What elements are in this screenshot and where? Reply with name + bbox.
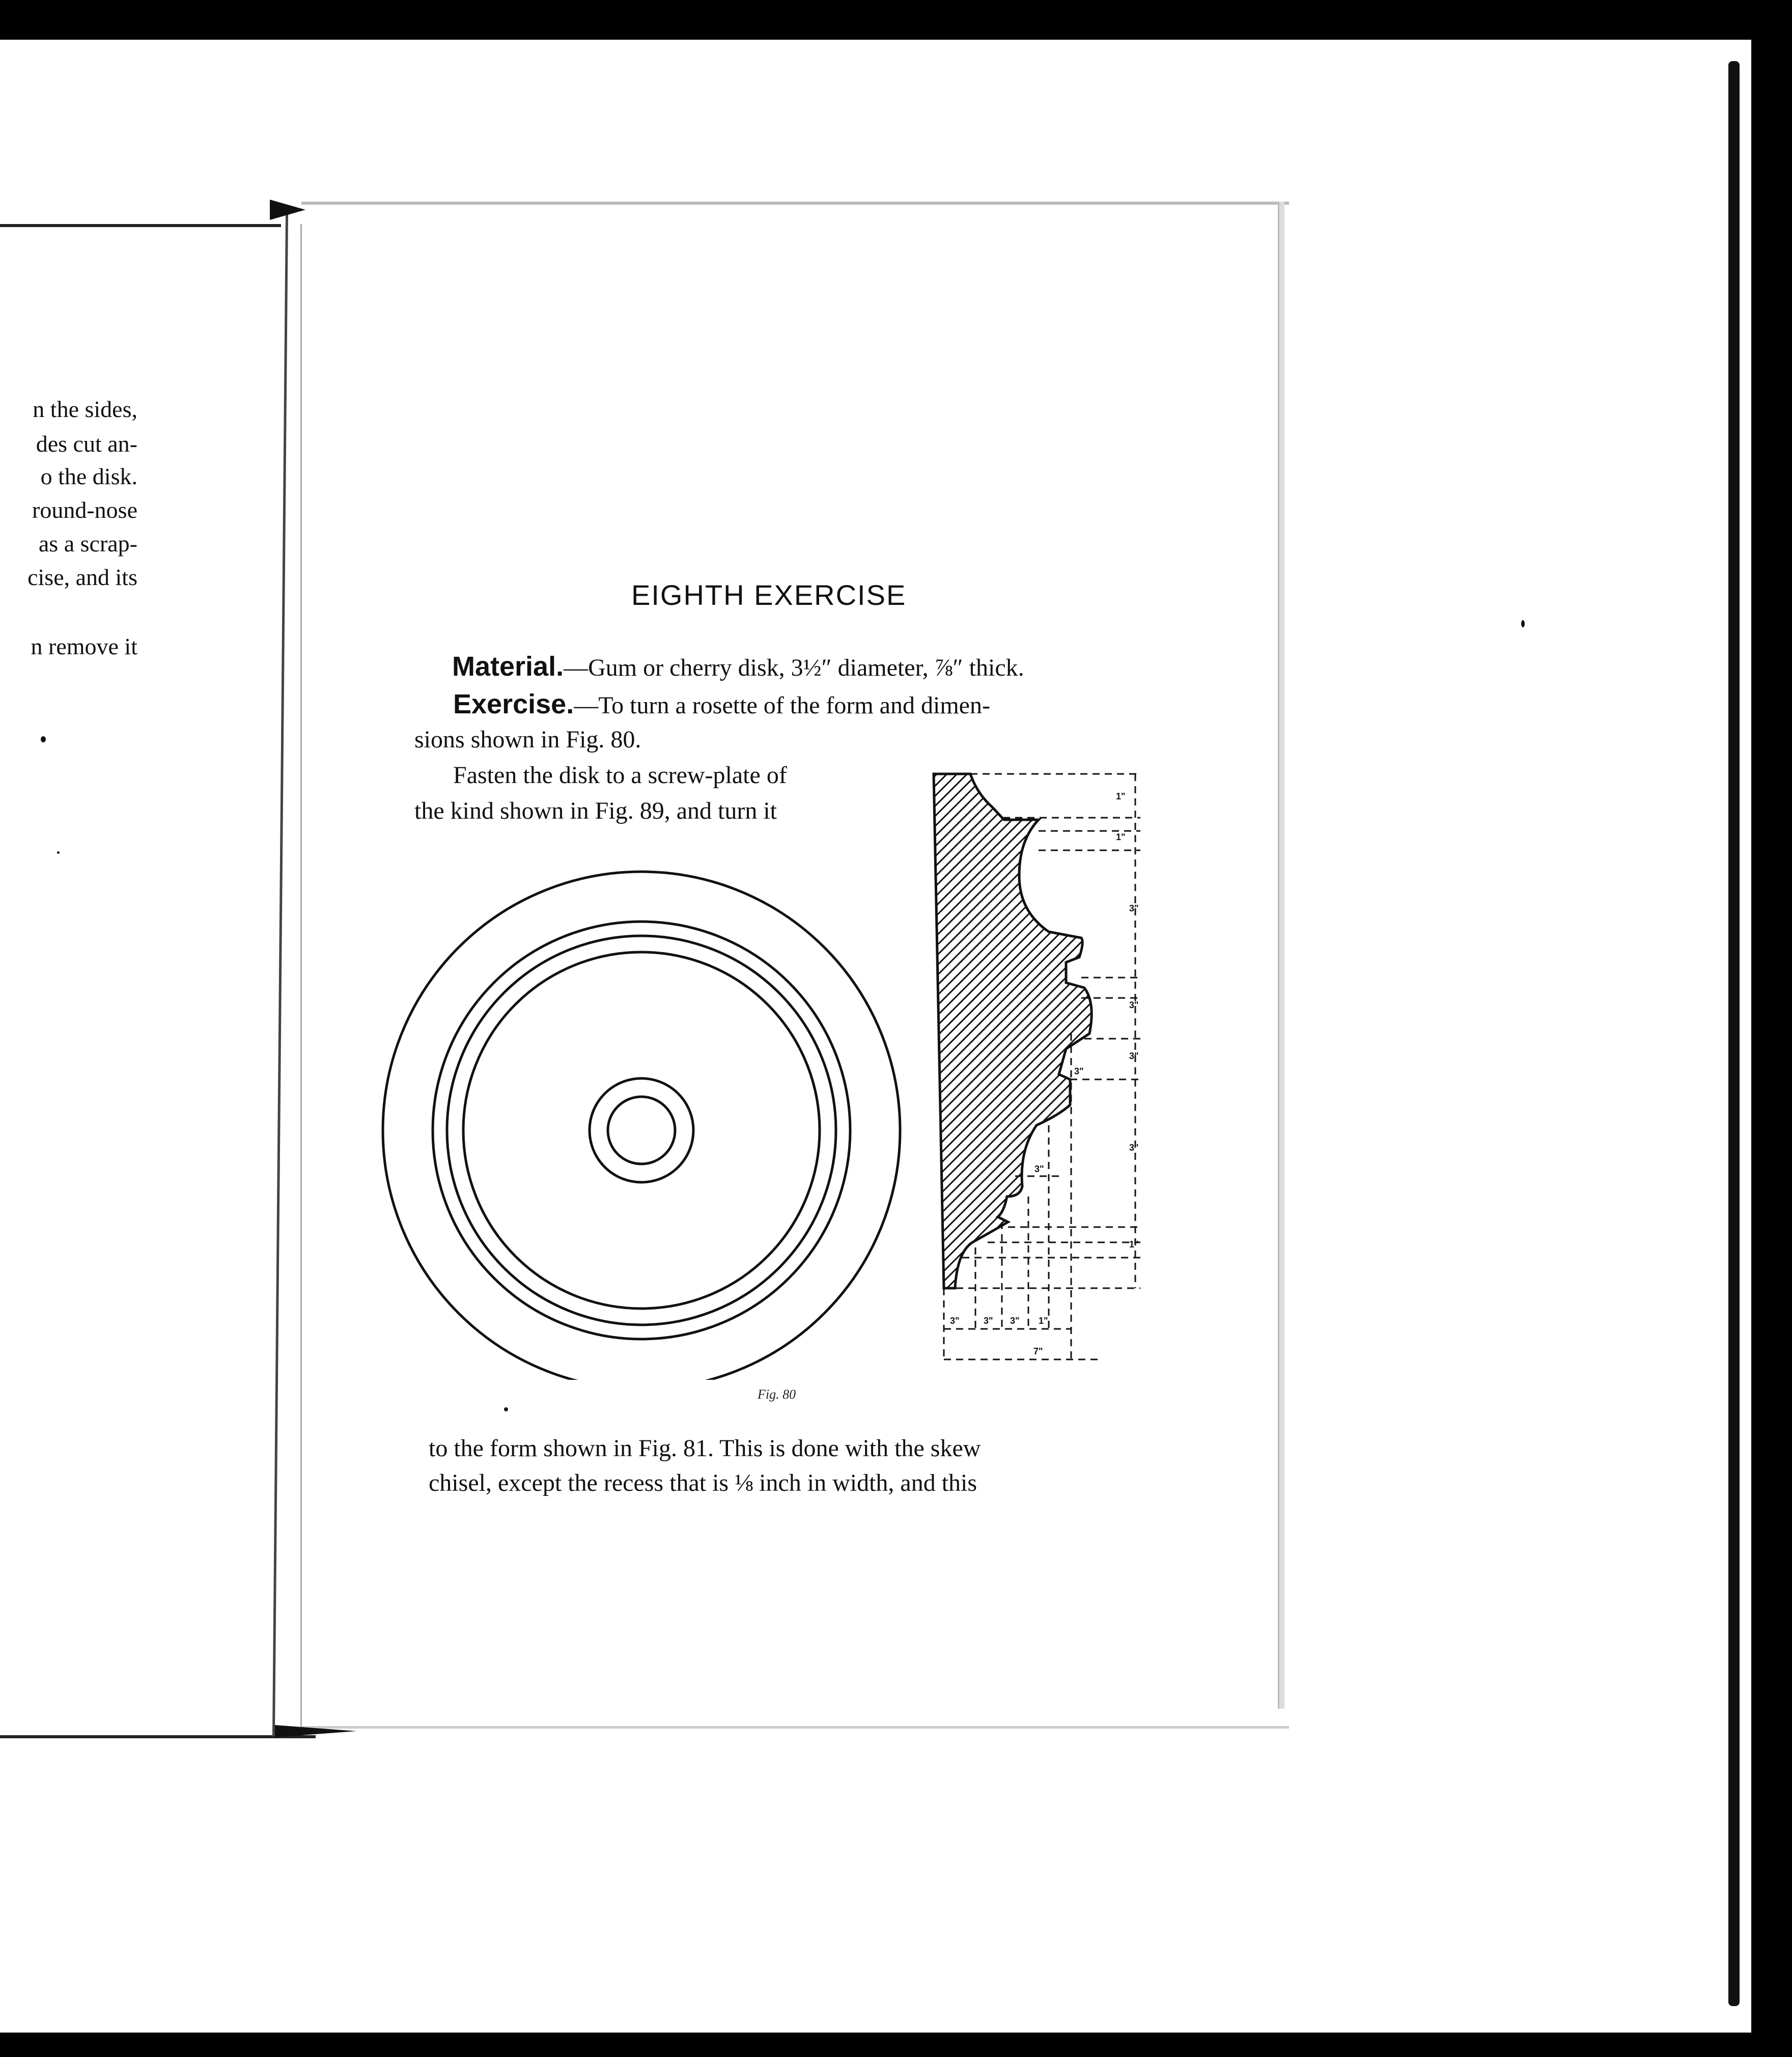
- scan-speck: [41, 736, 46, 742]
- svg-text:3": 3": [1074, 1066, 1084, 1076]
- svg-text:1": 1": [1116, 832, 1126, 842]
- svg-text:1": 1": [1129, 1239, 1139, 1249]
- left-page-line: round-nose: [32, 497, 137, 523]
- scan-border-top: [0, 0, 1792, 40]
- svg-text:1": 1": [1116, 791, 1126, 801]
- fasten-text-line2: the kind shown in Fig. 89, and turn it: [414, 797, 777, 824]
- rosette-plan-view: [383, 872, 900, 1380]
- page-corner-tab: [270, 200, 305, 220]
- right-page-bottom-edge: [301, 1726, 1289, 1729]
- right-page-side-edge: [1278, 202, 1284, 1709]
- scan-border-bottom: [0, 2033, 1792, 2057]
- book-cover-edge: [1728, 61, 1740, 2006]
- exercise-text-line2: sions shown in Fig. 80.: [414, 726, 641, 753]
- left-page-line: des cut an-: [36, 431, 137, 457]
- material-text: —Gum or cherry disk, 3½″ diameter, ⅞″ thick.: [564, 654, 1024, 681]
- scan-speck: [504, 1407, 508, 1411]
- body-text-line1: to the form shown in Fig. 81. This is done with the skew: [429, 1435, 981, 1462]
- rosette-figure: [377, 748, 1161, 1380]
- svg-text:3": 3": [1034, 1164, 1044, 1174]
- exercise-text: —To turn a rosette of the form and dimen-: [574, 692, 990, 719]
- left-page-bottom-edge: [0, 1735, 316, 1738]
- exercise-label: Exercise.: [453, 689, 574, 719]
- svg-text:3": 3": [984, 1316, 993, 1326]
- svg-text:3": 3": [1129, 903, 1139, 913]
- figure-caption: Fig. 80: [758, 1387, 796, 1402]
- page-corner-tab-bottom: [275, 1725, 356, 1737]
- svg-text:3": 3": [1129, 1143, 1139, 1153]
- scan-speck: [57, 851, 60, 854]
- left-page-line: cise, and its: [27, 564, 137, 590]
- svg-text:3": 3": [1129, 1051, 1139, 1061]
- left-page-line: n the sides,: [33, 396, 137, 422]
- scan-border-right: [1751, 0, 1792, 2057]
- page-fold-line: [300, 224, 302, 1731]
- material-label: Material.: [452, 651, 564, 682]
- left-page-line: as a scrap-: [38, 531, 137, 557]
- exercise-paragraph: [453, 687, 990, 722]
- left-page-top-edge: [0, 224, 281, 227]
- left-page-line: n remove it: [31, 633, 137, 659]
- page-heading: EIGHTH EXERCISE: [631, 579, 907, 611]
- material-paragraph: [452, 650, 1024, 685]
- fasten-text-line1: Fasten the disk to a screw-plate of: [453, 762, 787, 789]
- svg-text:3": 3": [1129, 1000, 1139, 1010]
- scan-speck: [1521, 620, 1525, 627]
- left-page-line: o the disk.: [40, 463, 137, 489]
- svg-text:3": 3": [1010, 1316, 1020, 1326]
- svg-text:7": 7": [1033, 1346, 1043, 1356]
- svg-text:1": 1": [1039, 1316, 1048, 1326]
- right-page-top-edge: [301, 202, 1289, 205]
- body-text-line2: chisel, except the recess that is ⅛ inch in width, and this: [429, 1469, 977, 1496]
- svg-text:3": 3": [950, 1316, 960, 1326]
